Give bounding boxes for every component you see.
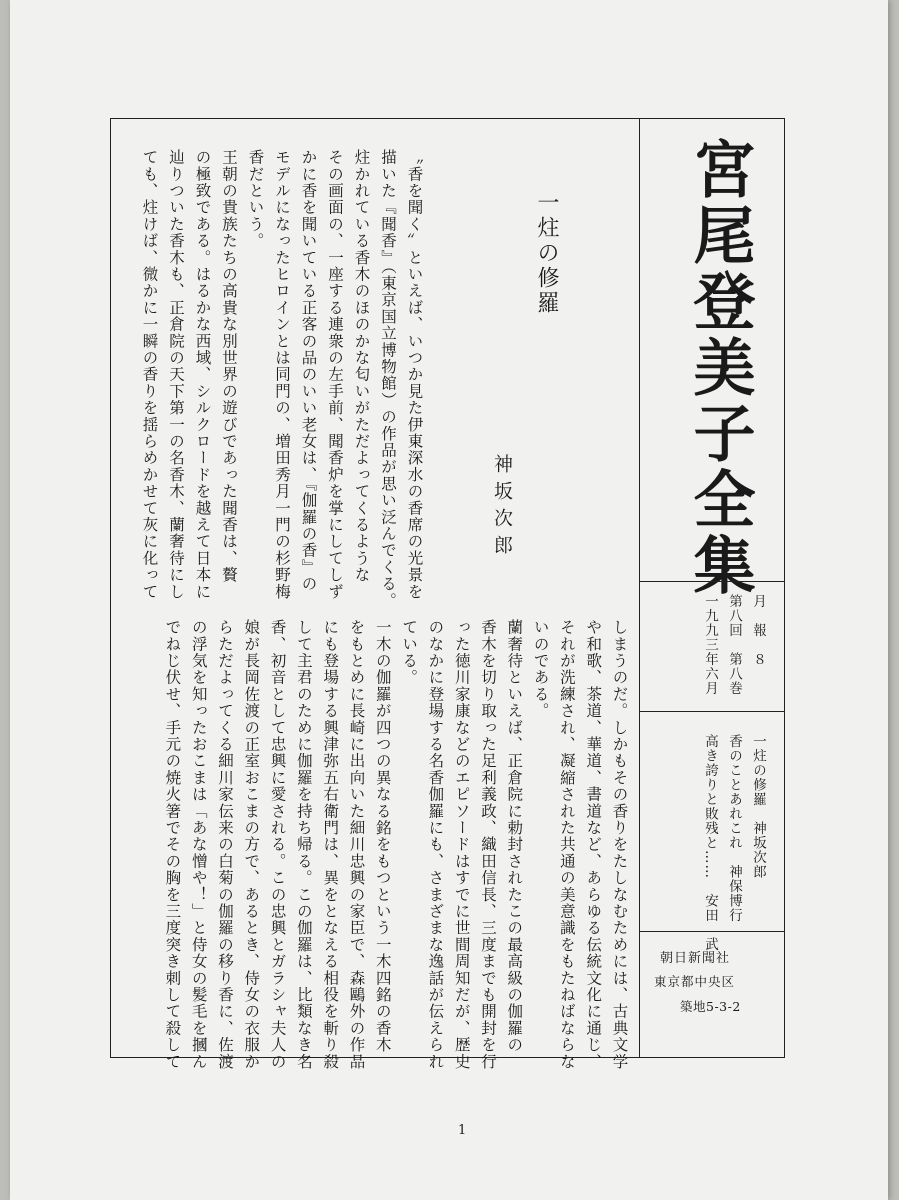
contents-item: 一炷の修羅 神坂次郎 (750, 734, 766, 879)
content-frame (110, 118, 785, 1070)
series-title: 宮尾登美子全集 (683, 137, 756, 599)
bulletin-date: 一九九三年六月 (702, 594, 718, 696)
text-column: ても、炷けば、微かに一瞬の香りを揺らめかせて灰に化って (140, 149, 159, 600)
divider (640, 581, 784, 582)
text-column: の極致である。はるかな西域、シルクロードを越えて日本に (193, 149, 212, 600)
text-column: でねじ伏せ、手元の焼火箸でその胸を三度突き刺して殺して (163, 619, 182, 1070)
text-column: らただよってくる細川家伝来の白菊の伽羅の移り香に、佐渡 (216, 619, 234, 1070)
divider (640, 931, 784, 932)
text-column: 香だという。 (246, 149, 265, 250)
document-page (10, 0, 888, 1200)
text-column: をもとめに長崎に出向いた細川忠興の家臣で、森鷗外の作品 (347, 619, 366, 1070)
contents-item: 高き誇りと敗残と…… 安田 武 (702, 734, 718, 952)
divider (640, 711, 784, 712)
text-column: それが洗練され、凝縮された共通の美意識をもたねばならな (557, 619, 576, 1070)
text-column: いのである。 (531, 619, 550, 720)
text-column: かに香を聞いている正客の品のいい老女は、『伽羅の香』の (299, 149, 318, 593)
text-column: 一木の伽羅が四つの異なる銘をもつという一木四銘の香木 (373, 619, 392, 1054)
text-column: 炷かれている香木のほのかな匂いがただよってくるような (352, 149, 371, 584)
text-column: にも登場する興津弥五右衛門は、異をとなえる相役を斬り殺 (321, 619, 340, 1070)
text-column: モデルになったヒロインとは同門の、増田秀月一門の杉野梅 (273, 149, 291, 600)
text-column: ている。 (400, 619, 419, 686)
page-number: 1 (458, 1123, 467, 1138)
text-column: った徳川家康などのエピソードはすでに世間周知だが、歴史 (452, 619, 471, 1070)
text-column: 蘭奢待といえば、正倉院に勅封されたこの最高級の伽羅の (505, 619, 524, 1054)
text-column: 描いた『聞香』（東京国立博物館）の作品が思い泛んでくる。 (379, 149, 397, 609)
publisher-address: 東京都中央区 (654, 974, 736, 989)
text-column: 香、初音として忠興に愛される。この忠興とガラシャ夫人の (268, 619, 287, 1070)
publisher-name: 朝日新聞社 (660, 951, 731, 966)
text-column: その画面の、一座する連衆の左手前、聞香炉を掌にしてしず (326, 149, 344, 600)
text-column: して主君のために伽羅を持ち帰る。この伽羅は、比類なき名 (294, 619, 313, 1070)
text-column: 娘が長岡佐渡の正室おこまの方で、あるとき、侍女の衣服か (242, 619, 261, 1070)
essay-author: 神坂次郎 (491, 454, 513, 562)
bulletin-issue: 第八回 第八巻 (726, 594, 742, 696)
text-column: の浮気を知ったおこまは「あな憎や！」と侍女の髪毛を摑ん (189, 619, 208, 1070)
text-column: 香木を切り取った足利義政、織田信長、三度までも開封を行 (479, 619, 497, 1070)
text-column: 〝香を聞く〟といえば、いつか見た伊東深水の香席の光景を (405, 149, 424, 600)
text-column: しまうのだ。しかもその香りをたしなむためには、古典文学 (610, 619, 629, 1070)
text-column: 王朝の貴族たちの高貴な別世界の遊びであった聞香は、贅 (220, 149, 238, 584)
bulletin-label: 月 報 ８ (750, 594, 766, 667)
text-column: 辿りついた香木も、正倉院の天下第一の名香木、蘭奢待にし (167, 149, 185, 600)
essay-title: 一炷の修羅 (534, 191, 559, 316)
contents-item: 香のことあれこれ 神保博行 (726, 734, 742, 923)
side-panel (639, 119, 784, 1057)
publisher-address: 築地5-3-2 (680, 999, 741, 1014)
text-column: のなかに登場する名香伽羅にも、さまざまな逸話が伝えられ (426, 619, 445, 1070)
text-column: や和歌、茶道、華道、書道など、あらゆる伝統文化に通じ、 (584, 619, 603, 1070)
